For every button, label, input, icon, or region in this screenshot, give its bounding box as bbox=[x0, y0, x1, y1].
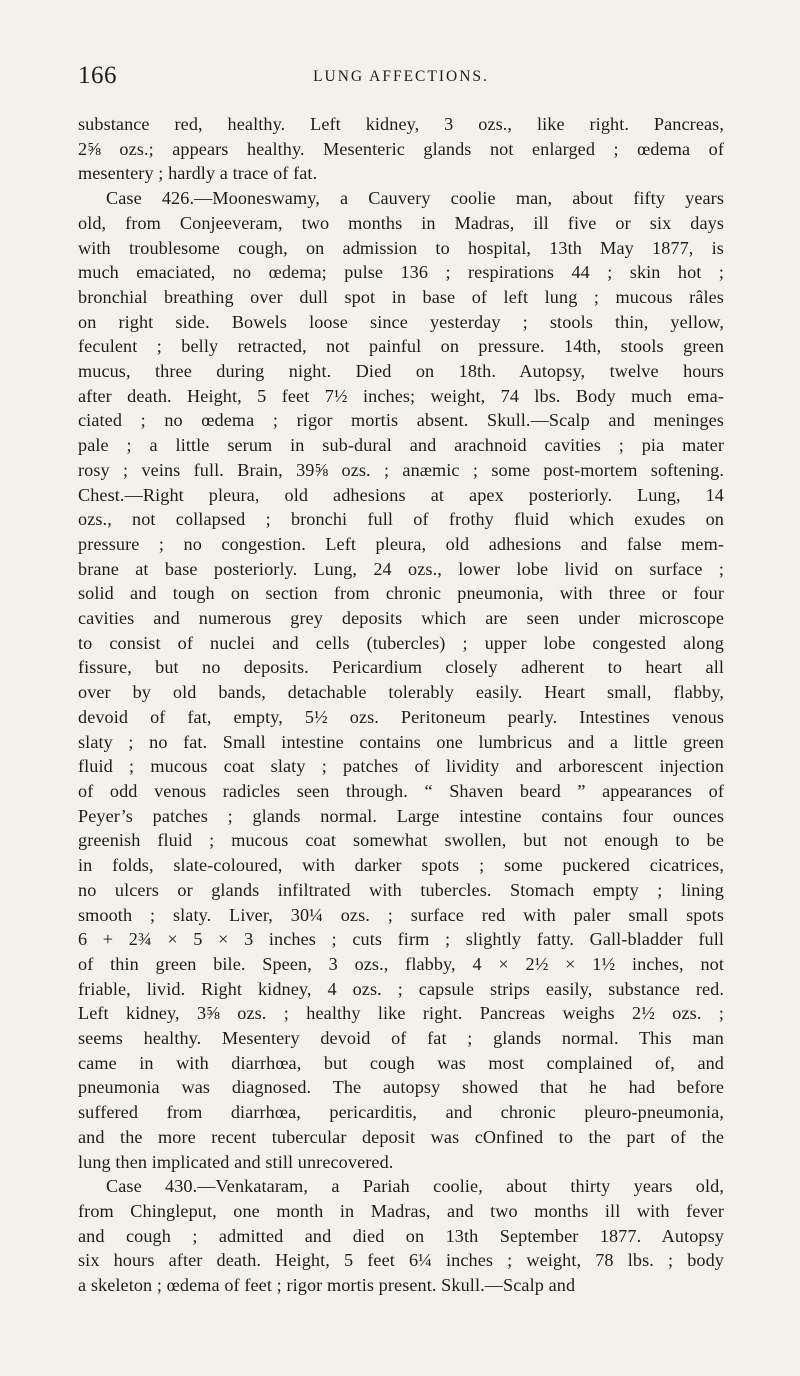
text-line: seems healthy. Mesentery devoid of fat ; glands normal. This man bbox=[78, 1028, 724, 1049]
text-line: mucus, three during night. Died on 18th. Autopsy, twelve hours bbox=[78, 361, 724, 382]
text-line: substance red, healthy. Left kidney, 3 ozs., like right. Pancreas, bbox=[78, 114, 724, 134]
text-line: solid and tough on section from chronic pneumonia, with three or four bbox=[78, 583, 724, 604]
text-line: fluid ; mucous coat slaty ; patches of lividity and arborescent injection bbox=[78, 756, 724, 777]
running-head: LUNG AFFECTIONS. bbox=[313, 68, 489, 85]
text-line: lung then implicated and still unrecovered. bbox=[78, 1151, 394, 1172]
text-line: greenish fluid ; mucous coat somewhat swollen, but not enough to be bbox=[78, 830, 724, 851]
text-line: and the more recent tubercular deposit was cOnfined to the part of the bbox=[78, 1126, 724, 1147]
text-line: of thin green bile. Speen, 3 ozs., flabby, 4 × 2½ × 1½ inches, not bbox=[78, 953, 724, 974]
text-line: old, from Conjeeveram, two months in Madras, ill five or six days bbox=[78, 212, 724, 233]
text-line: six hours after death. Height, 5 feet 6¼ inches ; weight, 78 lbs. ; body bbox=[78, 1250, 724, 1271]
text-line: pneumonia was diagnosed. The autopsy showed that he had before bbox=[78, 1077, 724, 1098]
text-line: slaty ; no fat. Small intestine contains one lumbricus and a little green bbox=[78, 731, 724, 752]
text-line: in folds, slate-coloured, with darker spots ; some puckered cicatrices, bbox=[78, 855, 724, 876]
text-line: and cough ; admitted and died on 13th September 1877. Autopsy bbox=[78, 1225, 724, 1246]
text-line: from Chingleput, one month in Madras, and two months ill with fever bbox=[78, 1200, 724, 1221]
text-line: Peyer’s patches ; glands normal. Large intestine contains four ounces bbox=[78, 805, 724, 826]
text-line: friable, livid. Right kidney, 4 ozs. ; capsule strips easily, substance red. bbox=[78, 978, 724, 999]
text-line: pressure ; no congestion. Left pleura, old adhesions and false mem- bbox=[78, 533, 724, 554]
text-line: devoid of fat, empty, 5½ ozs. Peritoneum pearly. Intestines venous bbox=[78, 706, 724, 727]
text-line: brane at base posteriorly. Lung, 24 ozs., lower lobe livid on surface ; bbox=[78, 558, 724, 579]
text-line: of odd venous radicles seen through. “ Shaven beard ” appearances of bbox=[78, 780, 724, 801]
text-line: much emaciated, no œdema; pulse 136 ; respirations 44 ; skin hot ; bbox=[78, 262, 724, 283]
text-line: pale ; a little serum in sub-dural and arachnoid cavities ; pia mater bbox=[78, 435, 724, 456]
text-line: Chest.—Right pleura, old adhesions at apex posteriorly. Lung, 14 bbox=[78, 484, 724, 505]
text-line: 2⅝ ozs.; appears healthy. Mesenteric glands not enlarged ; œdema of bbox=[78, 138, 724, 159]
text-line: to consist of nuclei and cells (tubercles) ; upper lobe congested along bbox=[78, 632, 724, 653]
text-line: on right side. Bowels loose since yesterday ; stools thin, yellow, bbox=[78, 311, 724, 332]
text-line: fissure, but no deposits. Pericardium closely adherent to heart all bbox=[78, 657, 724, 678]
text-line: Case 426.—Mooneswamy, a Cauvery coolie man, about fifty years bbox=[106, 188, 724, 209]
text-line: Left kidney, 3⅝ ozs. ; healthy like right. Pancreas weighs 2½ ozs. ; bbox=[78, 1003, 724, 1024]
body-text bbox=[78, 112, 724, 1298]
text-line: cavities and numerous grey deposits which are seen under microscope bbox=[78, 608, 724, 629]
page-header bbox=[78, 62, 724, 92]
text-line: bronchial breathing over dull spot in base of left lung ; mucous râles bbox=[78, 286, 724, 307]
text-line: after death. Height, 5 feet 7½ inches; weight, 74 lbs. Body much ema- bbox=[78, 385, 724, 406]
text-line: over by old bands, detachable tolerably easily. Heart small, flabby, bbox=[78, 682, 724, 703]
text-line: 6 + 2¾ × 5 × 3 inches ; cuts firm ; slightly fatty. Gall-bladder full bbox=[78, 929, 724, 950]
text-line: ozs., not collapsed ; bronchi full of frothy fluid which exudes on bbox=[78, 509, 724, 530]
text-line: a skeleton ; œdema of feet ; rigor mortis present. Skull.—Scalp and bbox=[78, 1275, 576, 1296]
text-line: ciated ; no œdema ; rigor mortis absent. Skull.—Scalp and meninges bbox=[78, 410, 724, 431]
text-line: smooth ; slaty. Liver, 30¼ ozs. ; surface red with paler small spots bbox=[78, 904, 724, 925]
text-line: no ulcers or glands infiltrated with tubercles. Stomach empty ; lining bbox=[78, 879, 724, 900]
text-line: feculent ; belly retracted, not painful on pressure. 14th, stools green bbox=[78, 336, 724, 357]
text-line: rosy ; veins full. Brain, 39⅝ ozs. ; anæmic ; some post-mortem softening. bbox=[78, 459, 724, 480]
text-line: Case 430.—Venkataram, a Pariah coolie, about thirty years old, bbox=[106, 1176, 724, 1197]
text-line: mesentery ; hardly a trace of fat. bbox=[78, 163, 318, 184]
text-line: suffered from diarrhœa, pericarditis, and chronic pleuro-pneumonia, bbox=[78, 1102, 724, 1123]
text-line: came in with diarrhœa, but cough was most complained of, and bbox=[78, 1052, 724, 1073]
text-line: with troublesome cough, on admission to hospital, 13th May 1877, is bbox=[78, 237, 724, 258]
page-number: 166 bbox=[78, 62, 117, 89]
